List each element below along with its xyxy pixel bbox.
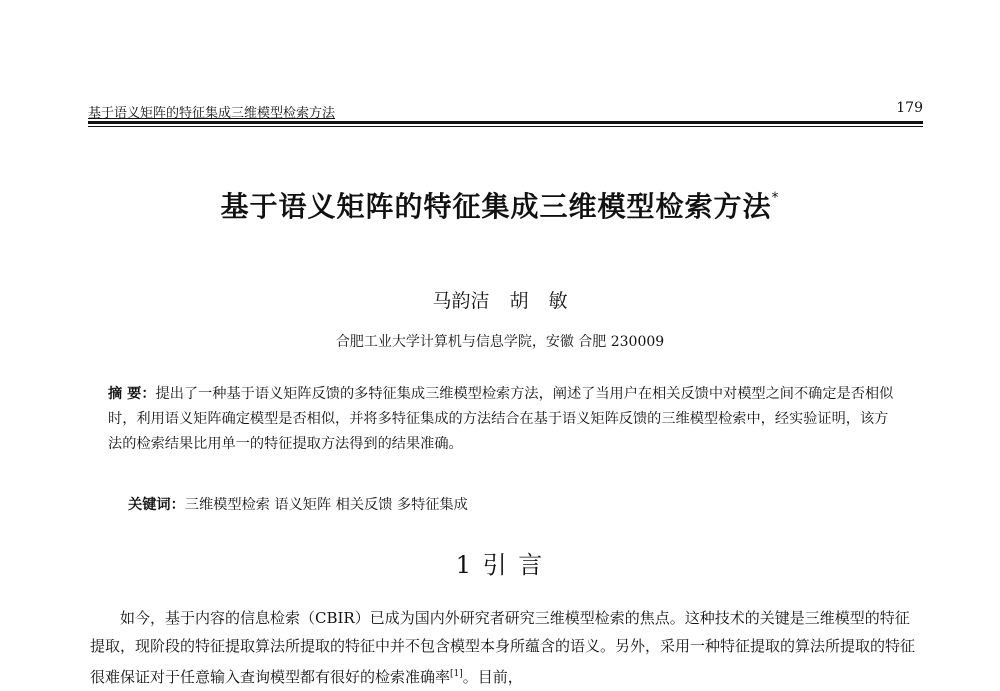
body-text-before-ref: 如今，基于内容的信息检索（CBIR）已成为国内外研究者研究三维模型检索的焦点。这种技术的关键是三维模型的特征提取，现阶段的特征提取算法所提取的特征中并不包含模型本身所蕴含的语义。另外，采用一种特征提取的算法所提取的特征很难保证对于任意输入查询模型都有很好的检索准确率 (90, 609, 916, 686)
section-heading (0, 545, 1000, 580)
body-text (90, 604, 922, 691)
abstract (108, 382, 898, 457)
keywords (128, 494, 468, 514)
citation-ref: [1] (450, 669, 463, 679)
author-names: 马韵洁 胡 敏 (432, 290, 568, 312)
header-rule-thick (88, 121, 923, 124)
header-rule-thin (88, 126, 923, 127)
keywords-text: 三维模型检索 语义矩阵 相关反馈 多特征集成 (184, 497, 468, 513)
running-header (88, 100, 923, 122)
paper-title-text: 基于语义矩阵的特征集成三维模型检索方法 (220, 190, 772, 223)
keywords-label: 关键词： (128, 497, 185, 513)
body-text-after-ref: 。目前， (462, 668, 523, 686)
body-paragraph (90, 604, 922, 691)
section-title: 引 言 (482, 551, 545, 579)
title-footnote-mark: * (771, 190, 780, 206)
section-number: 1 (455, 551, 473, 579)
running-title: 基于语义矩阵的特征集成三维模型检索方法 (88, 106, 336, 121)
abstract-label: 摘 要： (108, 386, 156, 402)
paper-title (0, 185, 1000, 225)
affiliation: 合肥工业大学计算机与信息学院，安徽 合肥 230009 (335, 334, 665, 350)
page-number: 179 (896, 100, 923, 116)
abstract-text: 提出了一种基于语义矩阵反馈的多特征集成三维模型检索方法，阐述了当用户在相关反馈中对模型之间不确定是否相似时，利用语义矩阵确定模型是否相似，并将多特征集成的方法结合在基于语义矩阵反馈的三维模型检索中，经实验证明，该方法的检索结果比用单一的特征提取方法得到的结果准确。 (108, 386, 894, 452)
